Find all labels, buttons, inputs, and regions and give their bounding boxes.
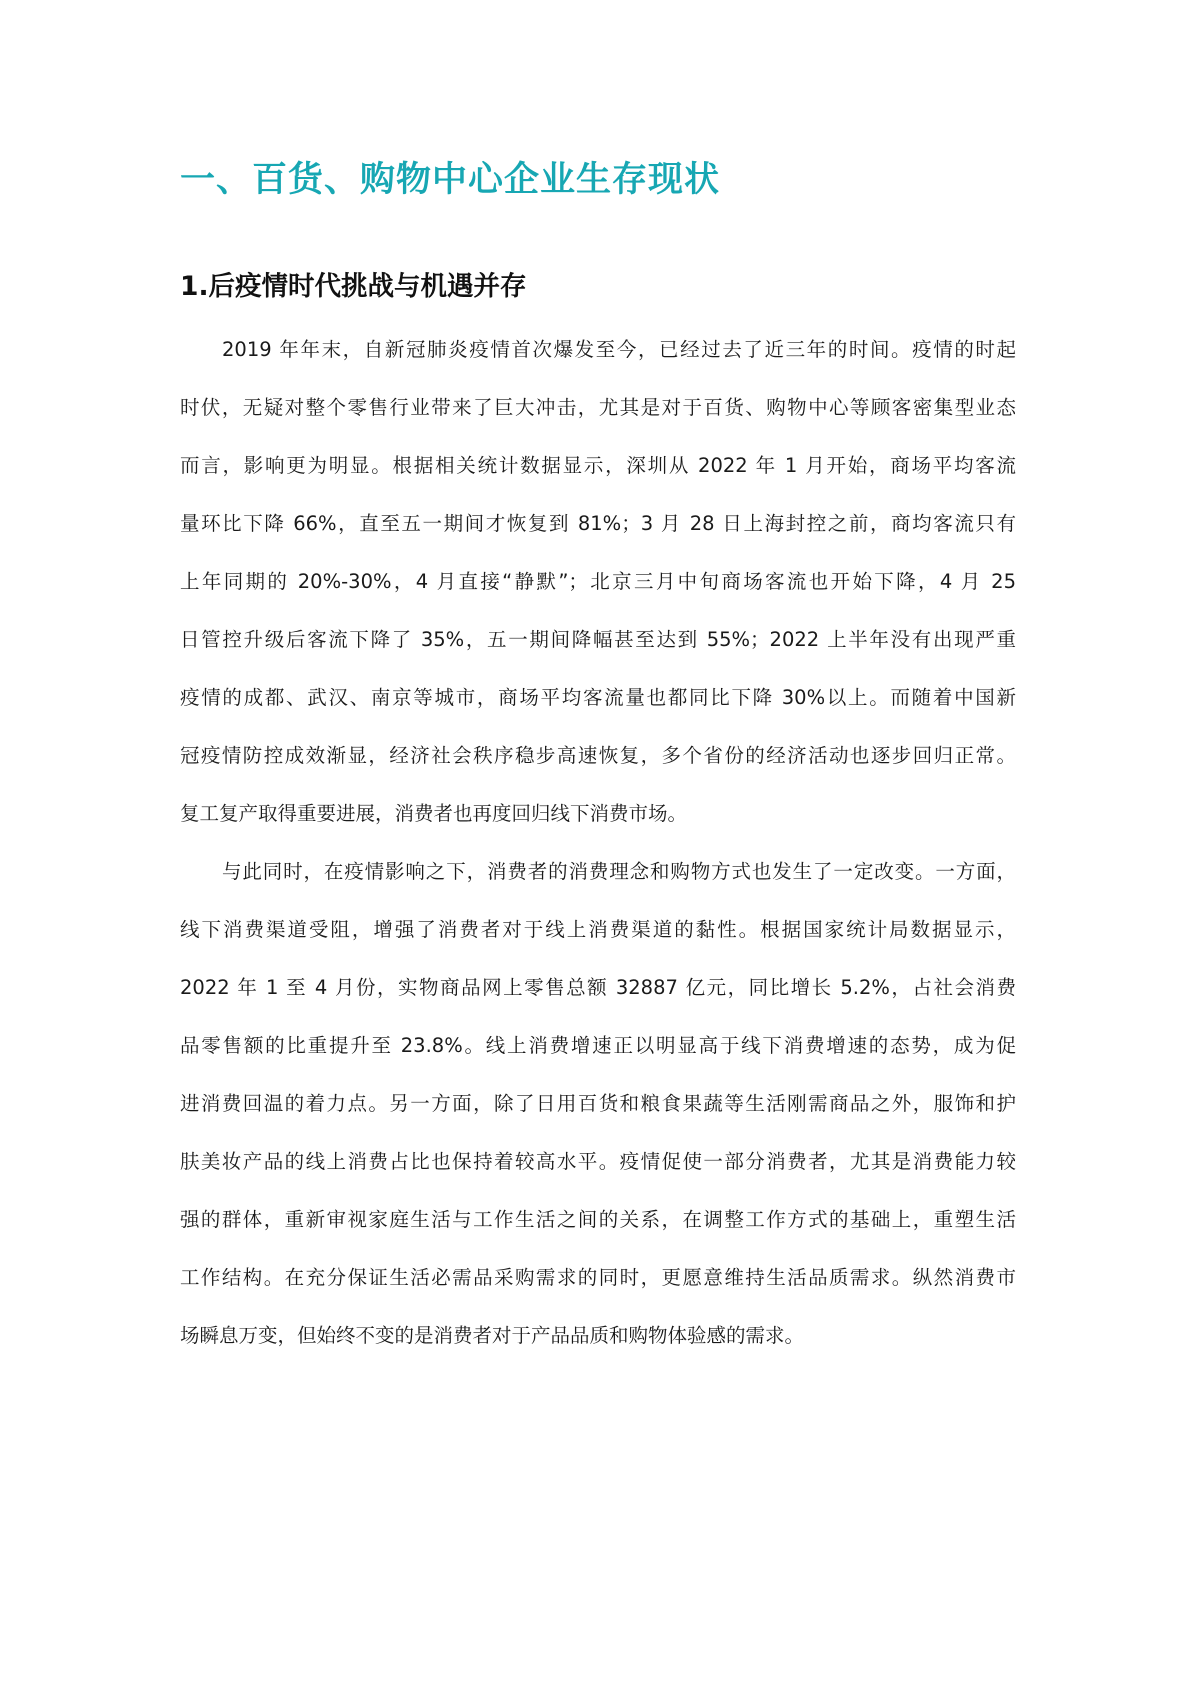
paragraph-line: 上年同期的 20%-30%，4 月直接“静默”；北京三月中旬商场客流也开始下降，4 月 25 — [180, 570, 1016, 593]
paragraph-line: 时伏，无疑对整个零售行业带来了巨大冲击，尤其是对于百货、购物中心等顾客密集型业态 — [180, 396, 1016, 419]
paragraph-line: 而言，影响更为明显。根据相关统计数据显示，深圳从 2022 年 1 月开始，商场平均客流 — [180, 454, 1016, 477]
section-title: 一、百货、购物中心企业生存现状 — [180, 160, 721, 200]
paragraph-line: 品零售额的比重提升至 23.8%。线上消费增速正以明显高于线下消费增速的态势，成为促 — [180, 1034, 1016, 1057]
paragraph-line: 进消费回温的着力点。另一方面，除了日用百货和粮食果蔬等生活刚需商品之外，服饰和护 — [180, 1092, 1016, 1115]
paragraph-line: 复工复产取得重要进展，消费者也再度回归线下消费市场。 — [180, 802, 688, 825]
paragraph-line: 肤美妆产品的线上消费占比也保持着较高水平。疫情促使一部分消费者，尤其是消费能力较 — [180, 1150, 1016, 1173]
paragraph-line: 线下消费渠道受阻，增强了消费者对于线上消费渠道的黏性。根据国家统计局数据显示， — [180, 918, 1016, 941]
paragraph-line: 2019 年年末，自新冠肺炎疫情首次爆发至今，已经过去了近三年的时间。疫情的时起 — [222, 338, 1016, 361]
paragraph-line: 冠疫情防控成效渐显，经济社会秩序稳步高速恢复，多个省份的经济活动也逐步回归正常。 — [180, 744, 1016, 767]
paragraph-line: 强的群体，重新审视家庭生活与工作生活之间的关系，在调整工作方式的基础上，重塑生活 — [180, 1208, 1016, 1231]
paragraph-line: 日管控升级后客流下降了 35%，五一期间降幅甚至达到 55%；2022 上半年没有出现严重 — [180, 628, 1016, 651]
paragraph-line: 疫情的成都、武汉、南京等城市，商场平均客流量也都同比下降 30%以上。而随着中国新 — [180, 686, 1016, 709]
subsection-title: 1.后疫情时代挑战与机遇并存 — [180, 271, 527, 302]
paragraph-line: 量环比下降 66%，直至五一期间才恢复到 81%；3 月 28 日上海封控之前，商均客流只有 — [180, 512, 1016, 535]
paragraph-line: 场瞬息万变，但始终不变的是消费者对于产品品质和购物体验感的需求。 — [180, 1324, 805, 1347]
paragraph-line: 与此同时，在疫情影响之下，消费者的消费理念和购物方式也发生了一定改变。一方面， — [222, 860, 1016, 883]
paragraph-line: 2022 年 1 至 4 月份，实物商品网上零售总额 32887 亿元，同比增长 5.2%，占社会消费 — [180, 976, 1016, 999]
paragraph-line: 工作结构。在充分保证生活必需品采购需求的同时，更愿意维持生活品质需求。纵然消费市 — [180, 1266, 1016, 1289]
